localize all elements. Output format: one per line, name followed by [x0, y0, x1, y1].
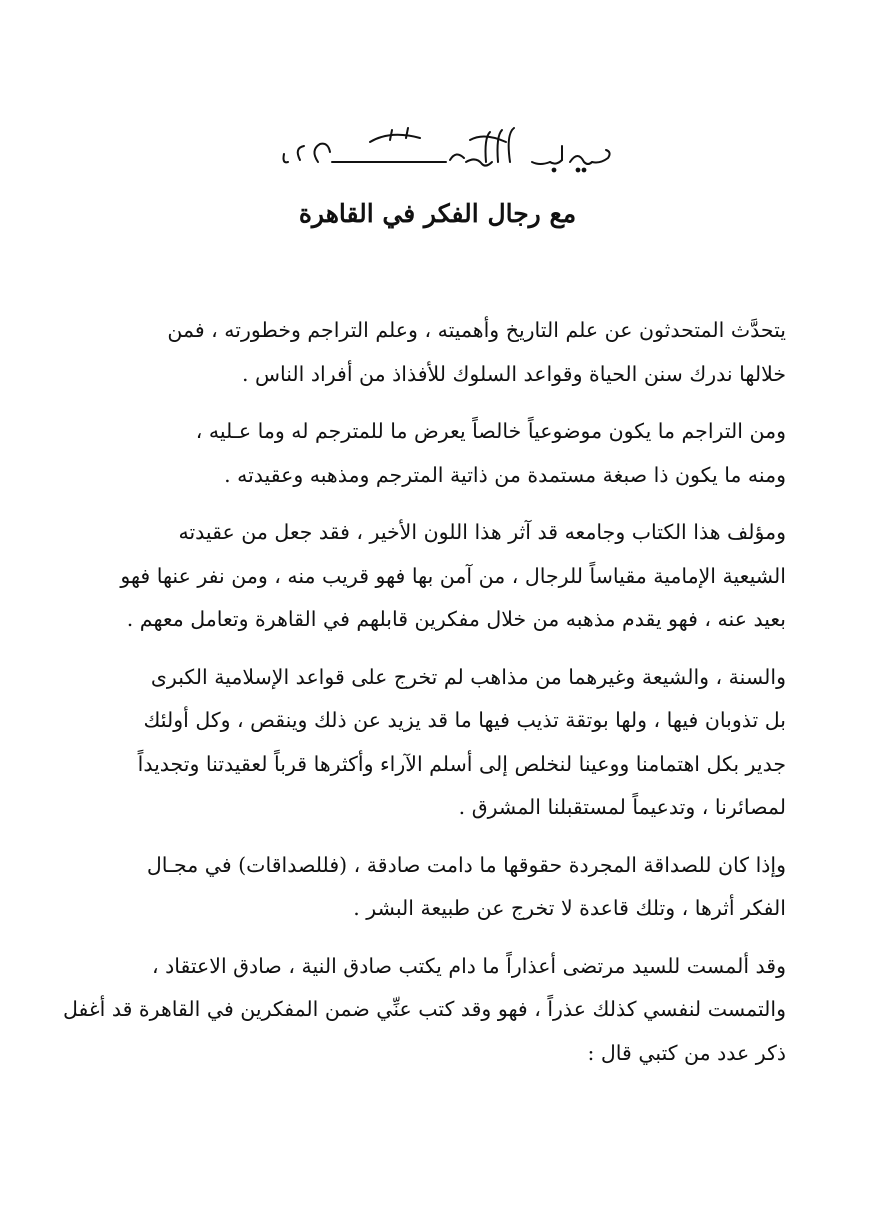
- basmala-calligraphy-icon: [270, 120, 630, 180]
- paragraph-1: [102, 309, 786, 396]
- paragraph-4: [102, 656, 786, 830]
- paragraph-3: [102, 511, 786, 642]
- text-line: يتحدَّث المتحدثون عن علم التاريخ وأهميته ، وعلم التراجم وخطورته ، فمن: [167, 318, 786, 342]
- text-line: وإذا كان للصداقة المجردة حقوقها ما دامت صادقة ، (فللصداقات) في مجـال: [146, 852, 786, 877]
- basmala-calligraphy: [270, 120, 630, 180]
- paragraph-2: [102, 410, 786, 497]
- text-line: بل تذوبان فيها ، ولها بوتقة تذيب فيها ما قد يزيد عن ذلك وينقص ، وكل أولئك: [143, 708, 786, 732]
- text-line: خلالها ندرك سنن الحياة وقواعد السلوك للأفذاذ من أفراد الناس .: [241, 361, 786, 386]
- text-line: ذكر عدد من كتبي قال :: [587, 1040, 786, 1065]
- paragraph-5: [102, 844, 786, 931]
- page-title: مع رجال الفكر في القاهرة: [298, 199, 577, 228]
- text-line: لمصائرنا ، وتدعيماً لمستقبلنا المشرق .: [458, 795, 786, 819]
- text-line: ومنه ما يكون ذا صبغة مستمدة من ذاتية المترجم ومذهبه وعقيدته .: [224, 462, 786, 487]
- paragraph-6: [63, 945, 786, 1076]
- text-line: وقد ألمست للسيد مرتضى أعذاراً ما دام يكتب صادق النية ، صادق الاعتقاد ،: [151, 953, 786, 978]
- text-line: ومؤلف هذا الكتاب وجامعه قد آثر هذا اللون الأخير ، فقد جعل من عقيدته: [178, 520, 786, 544]
- body-text: [63, 309, 786, 1089]
- text-line: بعيد عنه ، فهو يقدم مذهبه من خلال مفكرين قابلهم في القاهرة وتعامل معهم .: [126, 607, 786, 631]
- text-line: والتمست لنفسي كذلك عذراً ، فهو وقد كتب عنِّي ضمن المفكرين في القاهرة قد أغفل: [63, 997, 786, 1021]
- text-line: جدير بكل اهتمامنا ووعينا لنخلص إلى أسلم الآراء وأكثرها قرباً لعقيدتنا وتجديداً: [137, 751, 786, 776]
- text-line: الشيعية الإمامية مقياساً للرجال ، من آمن بها فهو قريب منه ، ومن نفر عنها فهو: [120, 563, 786, 588]
- text-line: والسنة ، والشيعة وغيرهما من مذاهب لم تخرج على قواعد الإسلامية الكبرى: [150, 664, 786, 689]
- text-line: ومن التراجم ما يكون موضوعياً خالصاً يعرض ما للمترجم له وما عـليه ،: [195, 419, 786, 443]
- text-line: الفكر أثرها ، وتلك قاعدة لا تخرج عن طبيعة البشر .: [353, 896, 786, 920]
